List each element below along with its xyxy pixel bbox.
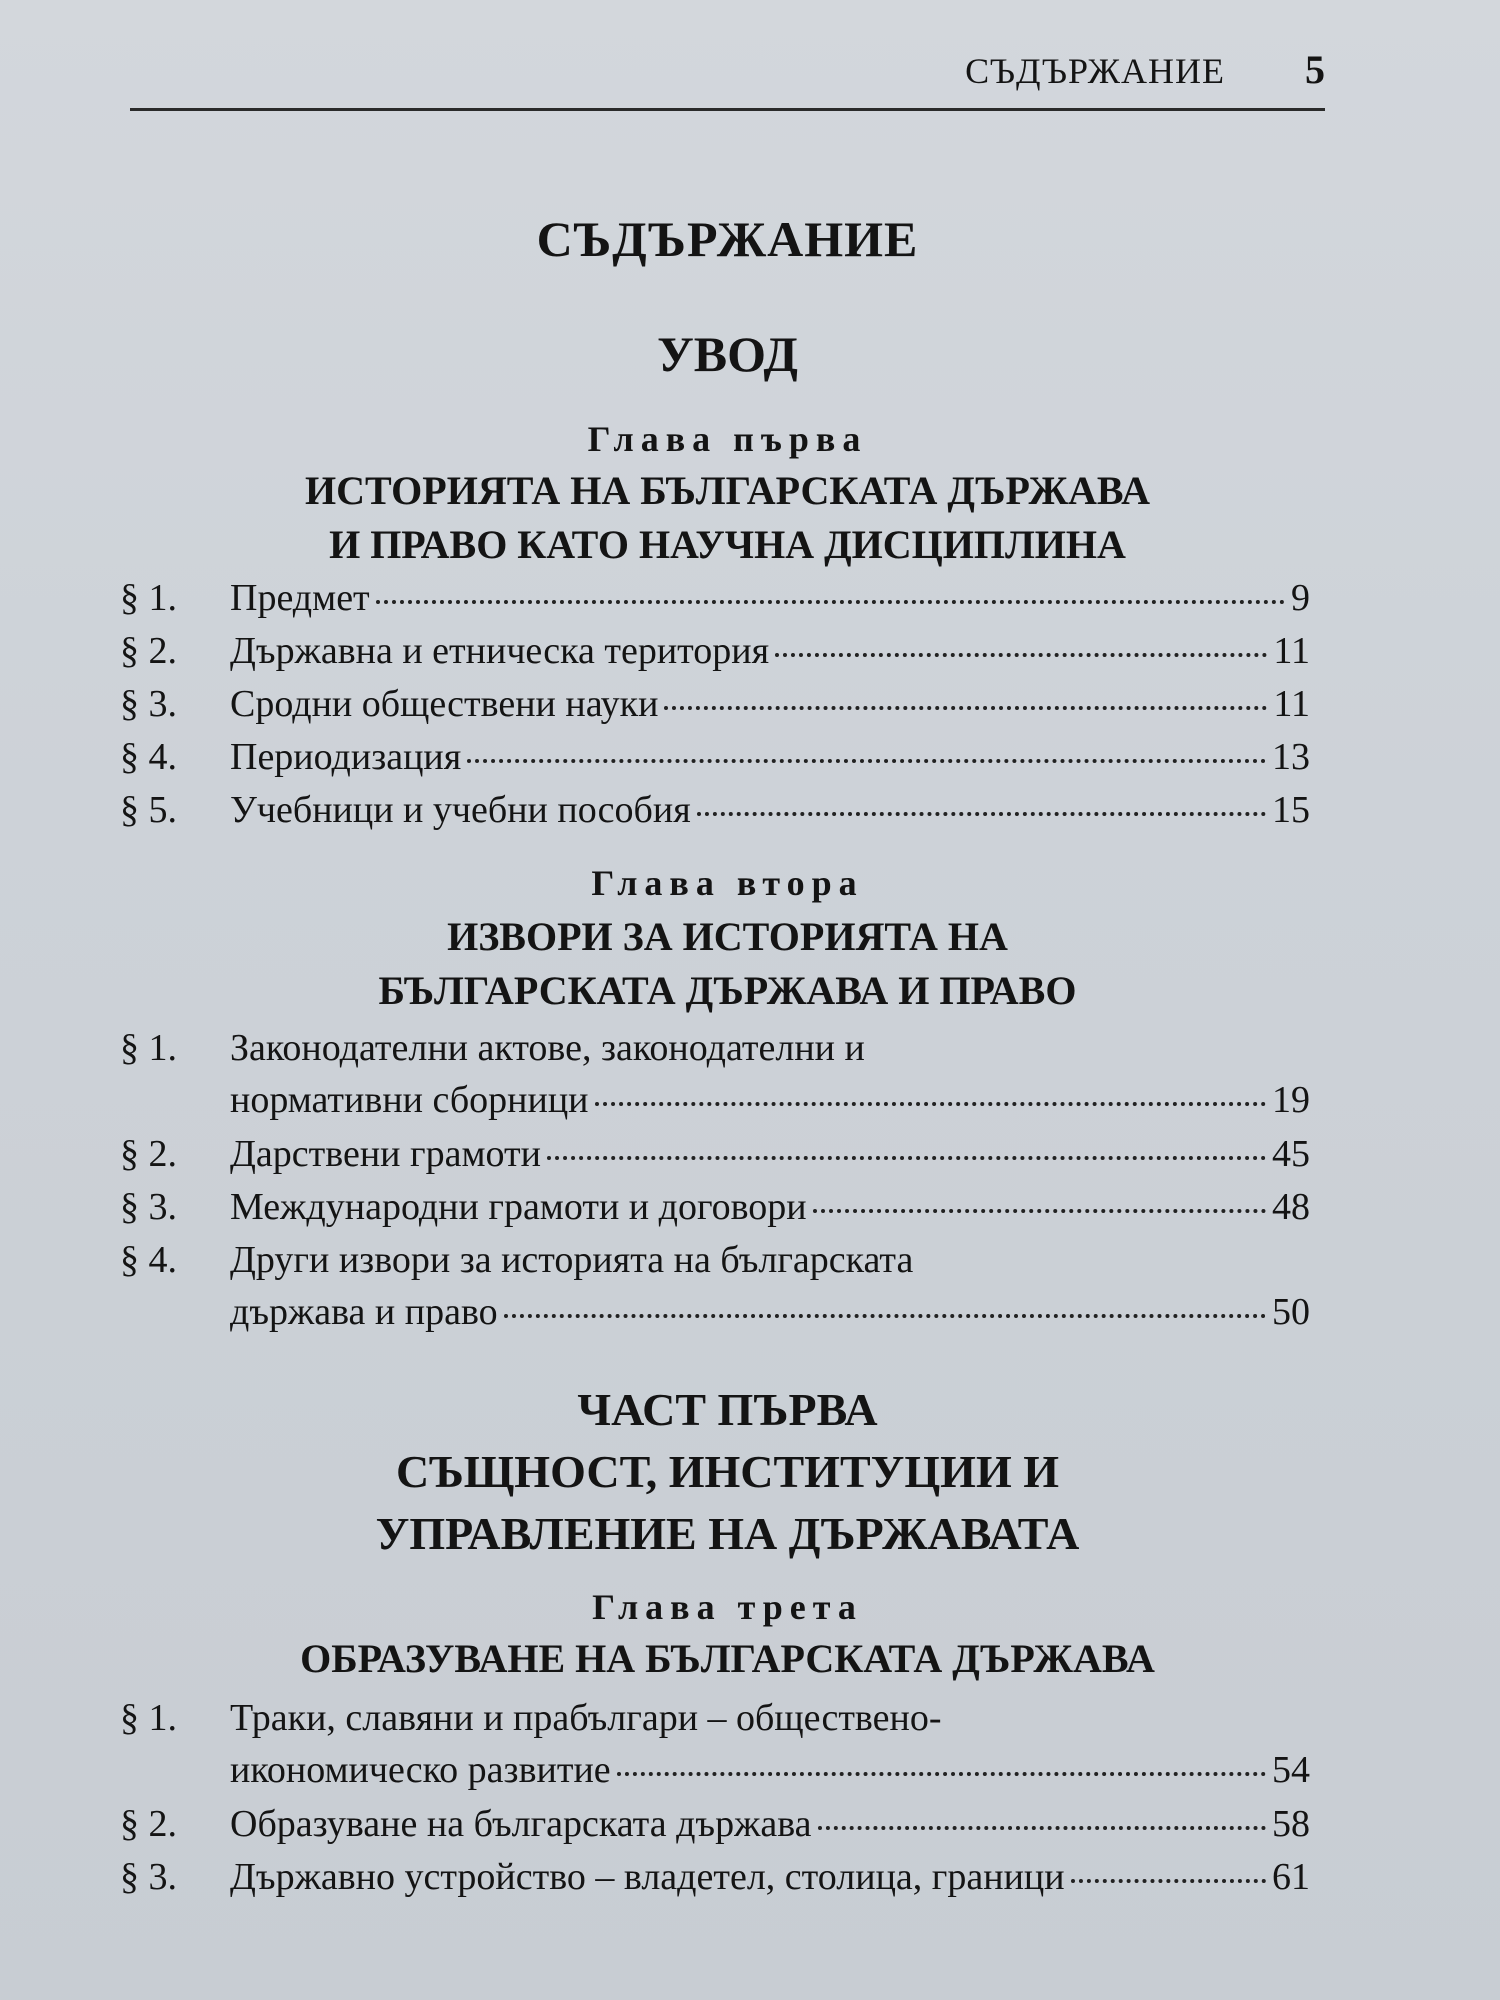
part1-heading-line2: СЪЩНОСТ, ИНСТИТУЦИИ И: [395, 1446, 1060, 1497]
toc-entry-text: икономическо развитие: [230, 1749, 611, 1791]
dot-leader: [467, 753, 1266, 763]
toc-entry-text-line1: Законодателни актове, законодателни и: [230, 1027, 865, 1069]
toc-entry-number: § 2.: [120, 1133, 177, 1175]
dot-leader: [697, 806, 1266, 816]
toc-entry-text: нормативни сборници: [230, 1079, 589, 1121]
toc-entry-number: § 5.: [120, 789, 177, 831]
chapter1-title-line1: ИСТОРИЯТА НА БЪЛГАРСКАТА ДЪРЖАВА: [305, 468, 1150, 513]
toc-entry-page: 13: [1272, 736, 1310, 778]
running-header: [130, 40, 1325, 111]
toc-entry[interactable]: [120, 1692, 1310, 1796]
toc-entry-page: 50: [1272, 1291, 1310, 1333]
toc-entry-page: 48: [1272, 1186, 1310, 1228]
toc-entry-number: § 1.: [120, 1697, 177, 1739]
toc-entry-number: § 3.: [120, 1856, 177, 1898]
toc-entry[interactable]: [120, 731, 1310, 783]
toc-entry-page: 45: [1272, 1133, 1310, 1175]
intro-heading: УВОД: [657, 326, 798, 382]
dot-leader: [1071, 1873, 1266, 1883]
toc-entry-number: § 1.: [120, 1027, 177, 1069]
toc-entry-text: Държавна и етническа територия: [230, 630, 770, 672]
toc-entry-text-line1: Траки, славяни и прабългари – обществено-: [230, 1697, 942, 1739]
toc-entry[interactable]: [120, 1798, 1310, 1850]
toc-entry-page: 11: [1273, 683, 1310, 725]
toc-entry[interactable]: [120, 1128, 1310, 1180]
chapter3-title-line1: ОБРАЗУВАНЕ НА БЪЛГАРСКАТА ДЪРЖАВА: [300, 1636, 1155, 1681]
toc-entry[interactable]: [120, 1022, 1310, 1126]
dot-leader: [617, 1766, 1266, 1776]
toc-entry-page: 15: [1272, 789, 1310, 831]
toc-entry[interactable]: [120, 572, 1310, 624]
dot-leader: [376, 594, 1285, 604]
dot-leader: [504, 1308, 1266, 1318]
dot-leader: [547, 1150, 1266, 1160]
page-title: СЪДЪРЖАНИЕ: [536, 211, 919, 267]
chapter2-title-line2: БЪЛГАРСКАТА ДЪРЖАВА И ПРАВО: [378, 968, 1077, 1013]
dot-leader: [664, 700, 1267, 710]
toc-entry-number: § 4.: [120, 736, 177, 778]
part1-heading-line3: УПРАВЛЕНИЕ НА ДЪРЖАВАТА: [375, 1508, 1080, 1559]
toc-entry-page: 54: [1272, 1749, 1310, 1791]
toc-entry-text: Държавно устройство – владетел, столица, граници: [230, 1856, 1065, 1898]
dot-leader: [775, 647, 1267, 657]
toc-entry-page: 9: [1291, 577, 1310, 619]
toc-entry-page: 61: [1272, 1856, 1310, 1898]
chapter3-label: Глава трета: [592, 1587, 863, 1627]
chapter2-label: Глава втора: [591, 863, 864, 903]
toc-entry-page: 19: [1272, 1079, 1310, 1121]
part1-heading-line1: ЧАСТ ПЪРВА: [577, 1384, 878, 1435]
toc-entry-text: Дарствени грамоти: [230, 1133, 541, 1175]
page-number: 5: [1305, 47, 1325, 92]
toc-entry[interactable]: [120, 1851, 1310, 1903]
toc-entry-number: § 4.: [120, 1239, 177, 1281]
toc-entry-text: Учебници и учебни пособия: [230, 789, 691, 831]
toc-entry-text-line1: Други извори за историята на българската: [230, 1239, 914, 1281]
toc-entry-page: 11: [1273, 630, 1310, 672]
dot-leader: [595, 1096, 1267, 1106]
toc-entry[interactable]: [120, 784, 1310, 836]
toc-entry-text: държава и право: [230, 1291, 498, 1333]
toc-entry[interactable]: [120, 625, 1310, 677]
dot-leader: [813, 1203, 1266, 1213]
toc-entry[interactable]: [120, 678, 1310, 730]
toc-entry-text: Сродни обществени науки: [230, 683, 659, 725]
toc-entry-page: 58: [1272, 1803, 1310, 1845]
toc-entry[interactable]: [120, 1181, 1310, 1233]
toc-entry-text: Международни грамоти и договори: [230, 1186, 807, 1228]
chapter2-title-line1: ИЗВОРИ ЗА ИСТОРИЯТА НА: [447, 914, 1008, 959]
toc-entry-number: § 2.: [120, 630, 177, 672]
toc-entry-text: Предмет: [230, 577, 370, 619]
dot-leader: [818, 1820, 1266, 1830]
toc-entry[interactable]: [120, 1234, 1310, 1338]
toc-entry-number: § 1.: [120, 577, 177, 619]
toc-entry-number: § 3.: [120, 683, 177, 725]
toc-entry-text: Периодизация: [230, 736, 462, 778]
running-header-title: СЪДЪРЖАНИЕ: [965, 51, 1225, 91]
toc-entry-number: § 3.: [120, 1186, 177, 1228]
toc-entry-number: § 2.: [120, 1803, 177, 1845]
chapter1-title-line2: И ПРАВО КАТО НАУЧНА ДИСЦИПЛИНА: [329, 522, 1126, 567]
chapter1-label: Глава първа: [587, 419, 868, 459]
toc-entry-text: Образуване на българската държава: [230, 1803, 812, 1845]
